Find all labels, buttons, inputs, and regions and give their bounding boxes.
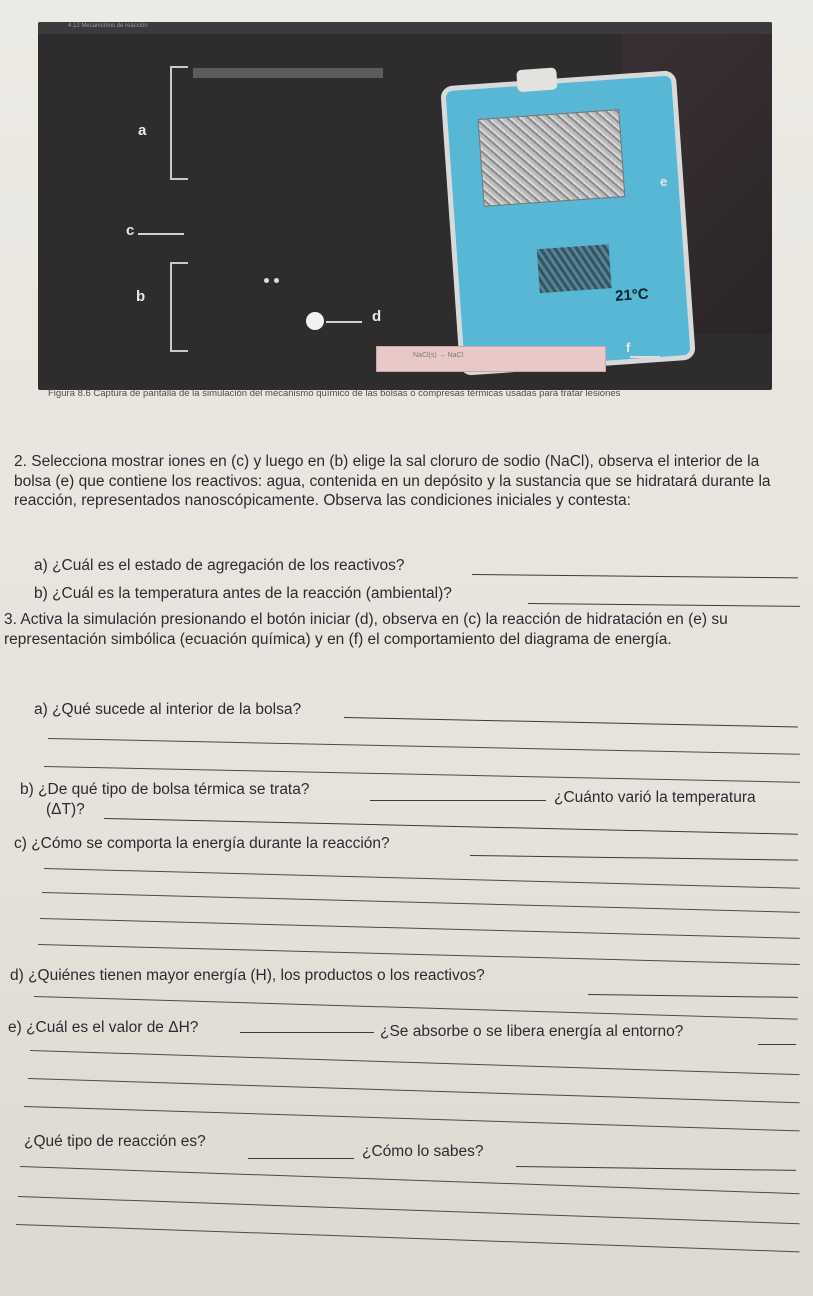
question-3c: c) ¿Cómo se comporta la energía durante la reacción?: [14, 835, 390, 852]
bracket-a: [170, 66, 188, 180]
answer-line[interactable]: [44, 868, 800, 889]
answer-line[interactable]: [34, 996, 798, 1020]
label-f: f: [626, 340, 631, 355]
answer-blank-delta-t[interactable]: [104, 818, 798, 835]
question-2b: b) ¿Cuál es la temperatura antes de la reacción (ambiental)?: [34, 585, 452, 602]
question-3b-delta-t: (ΔT)?: [46, 801, 85, 818]
option-dot: [264, 278, 269, 283]
answer-line[interactable]: [42, 892, 800, 913]
equation-text: NaCl(s) → NaCl: [413, 352, 464, 359]
arrow-f: [630, 356, 660, 358]
answer-blank-3c[interactable]: [470, 855, 798, 861]
control-panel-bar: [193, 68, 383, 78]
answer-line[interactable]: [16, 1224, 800, 1253]
answer-line[interactable]: [48, 738, 800, 755]
question-3f: ¿Qué tipo de reacción es?: [24, 1133, 206, 1150]
question-3b-temperature: ¿Cuánto varió la temperatura: [554, 789, 756, 806]
question-3f-how: ¿Cómo lo sabes?: [362, 1143, 484, 1160]
bracket-b: [170, 262, 188, 352]
answer-line[interactable]: [20, 1166, 800, 1195]
equation-bar: [376, 346, 606, 372]
answer-blank-2b[interactable]: [528, 603, 800, 607]
bag-clip: [516, 67, 557, 92]
question-3e: e) ¿Cuál es el valor de ΔH?: [8, 1019, 199, 1036]
answer-line[interactable]: [30, 1050, 800, 1076]
option-dot: [274, 278, 279, 283]
arrow-c: [138, 233, 184, 235]
question-2a: a) ¿Cuál es el estado de agregación de los reactivos?: [34, 557, 405, 574]
answer-line[interactable]: [24, 1106, 800, 1132]
simulation-window-title: 4.12 Mecanismos de reacción: [68, 23, 148, 29]
label-a: a: [138, 122, 147, 139]
answer-blank-reaction-type[interactable]: [248, 1158, 354, 1159]
label-c: c: [126, 222, 135, 239]
answer-line[interactable]: [38, 944, 800, 965]
salt-particles: [478, 109, 626, 207]
answer-blank-3f[interactable]: [516, 1166, 796, 1171]
question-3-intro: 3. Activa la simulación presionando el botón iniciar (d), observa en (c) la reacción de hidratación en (e) su representación simbólica (ecuación química) y en (f) el comportamiento del diagrama de energía.: [4, 611, 728, 648]
answer-line[interactable]: [40, 918, 800, 939]
question-3e-energy: ¿Se absorbe o se libera energía al entorno?: [380, 1023, 684, 1040]
answer-blank-2a[interactable]: [472, 574, 798, 579]
start-button: [306, 312, 324, 330]
question-3b: b) ¿De qué tipo de bolsa térmica se trata?: [20, 781, 310, 798]
simulation-screenshot: [38, 22, 772, 390]
water-reservoir: [537, 244, 612, 293]
answer-line[interactable]: [18, 1196, 800, 1225]
question-3a: a) ¿Qué sucede al interior de la bolsa?: [34, 701, 302, 718]
answer-blank-3b[interactable]: [370, 800, 546, 801]
answer-blank-3a[interactable]: [344, 717, 798, 728]
temperature-readout: 21°C: [614, 285, 650, 305]
figure-caption: Figura 8.6 Captura de pantalla de la simulación del mecanismo químico de las bolsas o compresas térmicas usadas para tratar lesiones: [48, 388, 621, 399]
label-e: e: [660, 174, 668, 189]
answer-blank-3e[interactable]: [758, 1044, 796, 1045]
question-3d: d) ¿Quiénes tienen mayor energía (H), los productos o los reactivos?: [10, 967, 485, 984]
answer-blank-delta-h[interactable]: [240, 1032, 374, 1033]
label-b: b: [136, 288, 146, 305]
simulation-title-bar: [38, 22, 772, 34]
question-2-intro: 2. Selecciona mostrar iones en (c) y luego en (b) elige la sal cloruro de sodio (NaCl), observa el interior de la bolsa (e) que contiene los reactivos: agua, contenida en un depósito y la sustancia que se hidratará durante la reacción, representados nanoscópicamente. Observa las condiciones iniciales y contesta:: [14, 453, 771, 509]
answer-blank-3d[interactable]: [588, 994, 798, 998]
thermal-bag: [440, 70, 696, 376]
answer-line[interactable]: [28, 1078, 800, 1104]
label-d: d: [372, 308, 382, 325]
arrow-d: [326, 321, 362, 323]
